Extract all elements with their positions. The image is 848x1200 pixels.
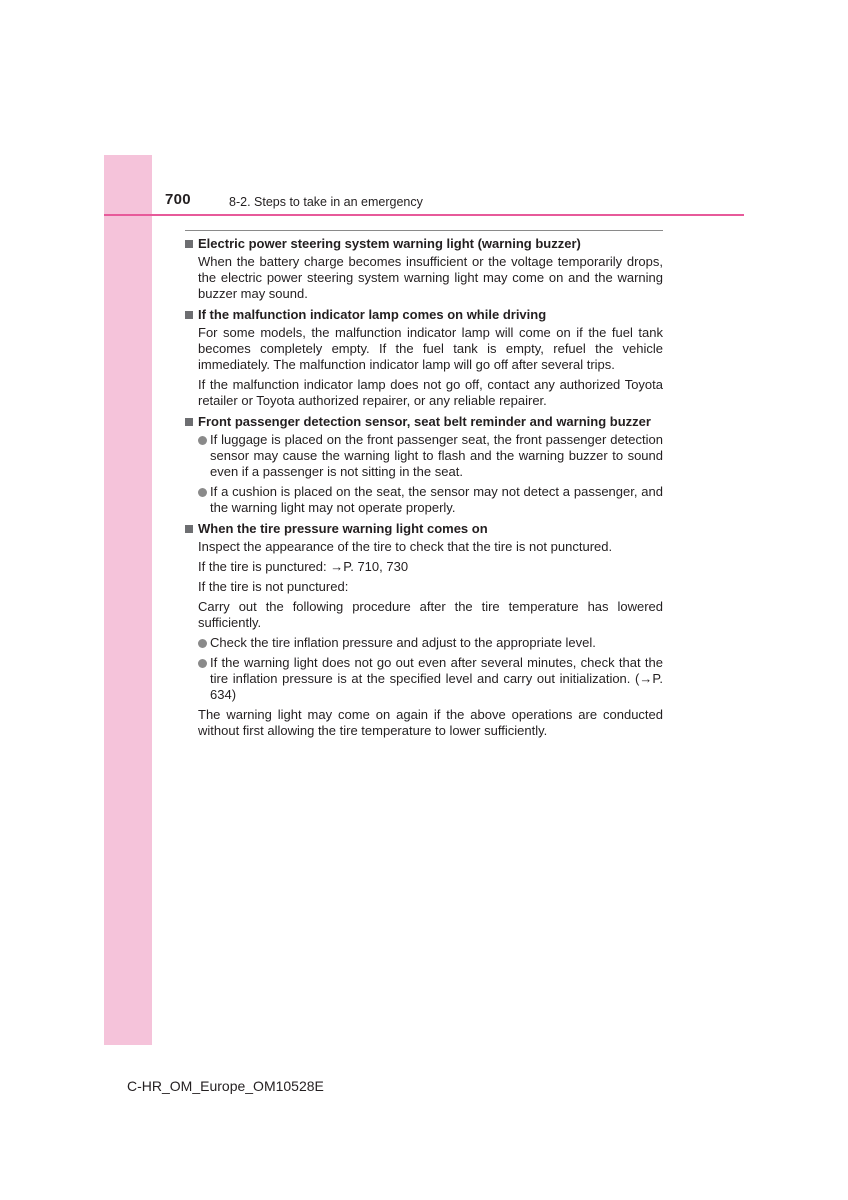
bullet-item: If luggage is placed on the front passenger seat, the front passenger detection sensor may cause the warning light to flash and the warning buzzer to sound even if a passenger is not sitting in the seat. bbox=[198, 432, 663, 480]
page-number: 700 bbox=[165, 191, 191, 208]
section-title: Front passenger detection sensor, seat belt reminder and warning buzzer bbox=[185, 414, 663, 430]
bullet-item: If a cushion is placed on the seat, the sensor may not detect a passenger, and the warning light may not operate properly. bbox=[198, 484, 663, 516]
bullet-item: Check the tire inflation pressure and adjust to the appropriate level. bbox=[198, 635, 663, 651]
circle-bullet-icon bbox=[198, 659, 207, 668]
header-divider bbox=[104, 214, 744, 216]
circle-bullet-icon bbox=[198, 488, 207, 497]
paragraph: When the battery charge becomes insufficient or the voltage temporarily drops, the electric power steering system warning light may come on and the warning buzzer may sound. bbox=[198, 254, 663, 301]
paragraph: The warning light may come on again if the above operations are conducted without first allowing the tire temperature to lower sufficiently. bbox=[198, 707, 663, 738]
section-title: If the malfunction indicator lamp comes on while driving bbox=[185, 307, 663, 323]
side-tab-band bbox=[104, 155, 152, 1045]
page-reference: If the tire is punctured: →P. 710, 730 bbox=[198, 559, 409, 574]
section-title: When the tire pressure warning light comes on bbox=[185, 521, 663, 537]
square-bullet-icon bbox=[185, 240, 193, 248]
document-code: C-HR_OM_Europe_OM10528E bbox=[127, 1078, 324, 1094]
circle-bullet-icon bbox=[198, 639, 207, 648]
paragraph: For some models, the malfunction indicator lamp will come on if the fuel tank becomes completely empty. If the fuel tank is empty, refuel the vehicle immediately. The malfunction indicator lamp will go off after several trips. bbox=[198, 325, 663, 372]
square-bullet-icon bbox=[185, 418, 193, 426]
bullet-item: If the warning light does not go out even after several minutes, check that the tire inflation pressure is at the specified level and carry out initialization. (→P. 634) bbox=[198, 655, 663, 703]
page-content bbox=[185, 230, 663, 743]
square-bullet-icon bbox=[185, 311, 193, 319]
paragraph: Inspect the appearance of the tire to check that the tire is not punctured. bbox=[198, 539, 613, 554]
paragraph: If the tire is not punctured: bbox=[198, 579, 349, 594]
square-bullet-icon bbox=[185, 525, 193, 533]
circle-bullet-icon bbox=[198, 436, 207, 445]
paragraph: Carry out the following procedure after the tire temperature has lowered sufficiently. bbox=[198, 599, 663, 630]
chapter-heading: 8-2. Steps to take in an emergency bbox=[229, 195, 423, 209]
paragraph: If the malfunction indicator lamp does not go off, contact any authorized Toyota retailer or Toyota authorized repairer, or any reliable repairer. bbox=[198, 377, 663, 408]
section-title: Electric power steering system warning light (warning buzzer) bbox=[185, 236, 663, 252]
